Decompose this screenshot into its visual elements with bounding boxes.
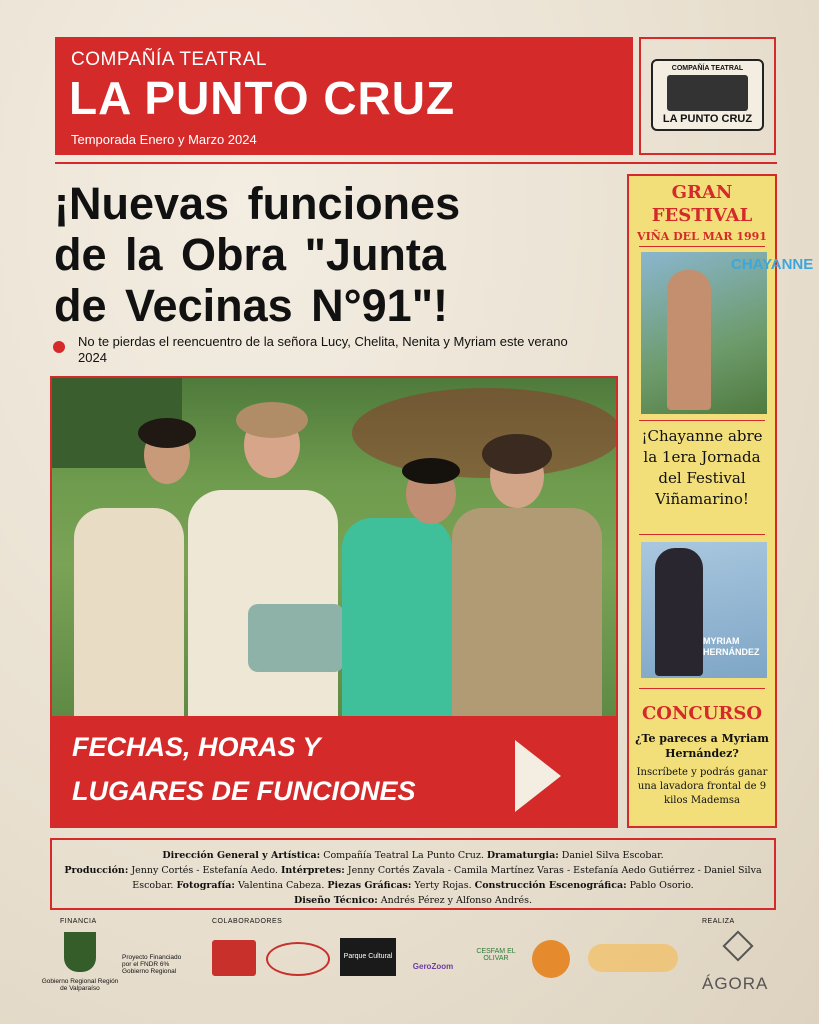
season-label: Temporada Enero y Marzo 2024 [71,132,257,147]
subtitle: No te pierdas el reencuentro de la señora Lucy, Chelita, Nenita y Myriam este verano 2024 [78,334,568,365]
colaboradores-label: COLABORADORES [212,918,283,925]
actress-4 [452,508,602,718]
credit-label: Intérpretes: [280,865,345,876]
actress-1-hair [138,418,196,448]
credit-label: Fotografía: [176,880,235,891]
logo-top-text: COMPAÑÍA TEATRAL [671,65,744,72]
parque-cultural-logo: Parque Cultural [340,938,396,976]
actress-3 [342,518,452,718]
sidebar-vina: VIÑA DEL MAR 1991 [637,230,767,243]
contest-title: CONCURSO [641,703,763,724]
festival-sidebar [627,174,814,828]
government-shield-icon [64,932,96,972]
credits-text [62,848,764,908]
contest-question: ¿Te pareces a Myriam Hernández? [635,732,769,760]
contest-text: Inscríbete y podrás ganar una lavadora frontal de 9 kilos Mademsa [636,767,768,806]
cta-line-2: LUGARES DE FUNCIONES [72,776,416,806]
masthead [55,37,633,155]
credit-label: Piezas Gráficas: [327,880,412,891]
credit-value: Andrés Pérez y Alfonso Andrés. [380,895,533,906]
credit-value: Pablo Osorio. [629,880,694,891]
cesfam-logo: CESFAM EL OLIVAR [476,948,516,962]
credit-label: Diseño Técnico: [293,895,378,906]
company-logo [639,37,776,155]
play-arrow-icon[interactable] [515,740,561,812]
logo-illustration [667,75,748,111]
header-rule [55,162,777,164]
agora-diamond-icon [722,930,753,961]
actress-1 [74,508,184,718]
credit-value: Jenny Cortés Zavala - Camila Martínez Varas - Estefanía Aedo Gutiérrez - Daniel Silva Escobar. [132,865,762,891]
chayanne-photo [641,252,814,414]
cta-line-1: FECHAS, HORAS Y [72,732,321,762]
gerozoom-logo: GeroZoom [412,962,454,971]
credit-label: Dramaturgia: [486,850,559,861]
theater-name: LA PUNTO CRUZ [69,72,456,124]
credit-value: Compañía Teatral La Punto Cruz. [323,850,484,861]
sidebar-gran: GRAN [671,182,733,203]
credit-value: Daniel Silva Escobar. [561,850,664,861]
gob-label: Gobierno Regional Región de Valparaíso [41,978,119,992]
handbag [248,604,344,672]
actress-2-hair [236,402,308,438]
flower-clock [352,388,618,478]
sidebar-festival: FESTIVAL [651,205,753,226]
heart-logo [266,942,330,976]
headline-line-3: de Vecinas N°91"! [54,280,449,331]
sidebar-rule-2 [639,420,765,421]
sidebar-rule-3 [639,534,765,535]
credit-label: Producción: [64,865,129,876]
credit-value: Jenny Cortés - Estefanía Aedo. [131,865,278,876]
headline [54,178,624,331]
actress-3-hair [402,458,460,484]
myriam-name: MYRIAM HERNÁNDEZ [703,636,760,657]
logo-stamp [651,59,764,131]
cast-photo [50,376,618,718]
chayanne-figure [667,270,711,410]
headline-line-2: de la Obra "Junta [54,229,446,280]
credit-label: Construcción Escenográfica: [474,880,627,891]
headline-line-1: ¡Nuevas funciones [54,178,461,229]
ministry-logo [212,940,256,976]
credit-value: Valentina Cabeza. [237,880,325,891]
myriam-photo [641,542,767,678]
logo-bottom-text: LA PUNTO CRUZ [662,113,753,125]
round-logo [532,940,570,978]
sidebar-rule-4 [639,688,765,689]
sidebar-rule-1 [639,246,765,247]
bullet-dot [53,341,65,353]
credit-value: Yerty Rojas. [414,880,472,891]
realiza-label: REALIZA [702,918,735,925]
credit-label: Dirección General y Artística: [162,850,321,861]
myriam-figure [655,548,703,676]
chayanne-word: CHAYANNE [731,256,814,273]
credits-box [50,838,776,910]
fndr-label: Proyecto Financiado por el FNDR 6% Gobierno Regional [122,954,182,975]
financia-label: FINANCIA [60,918,97,925]
actress-4-hair [482,434,552,474]
schedule-link[interactable] [50,718,618,828]
chayanne-headline: ¡Chayanne abre la 1era Jornada del Festival Viñamarino! [641,427,763,508]
agora-logo: ÁGORA [702,974,769,993]
municipality-logo [588,944,678,972]
company-label: COMPAÑÍA TEATRAL [71,49,267,70]
